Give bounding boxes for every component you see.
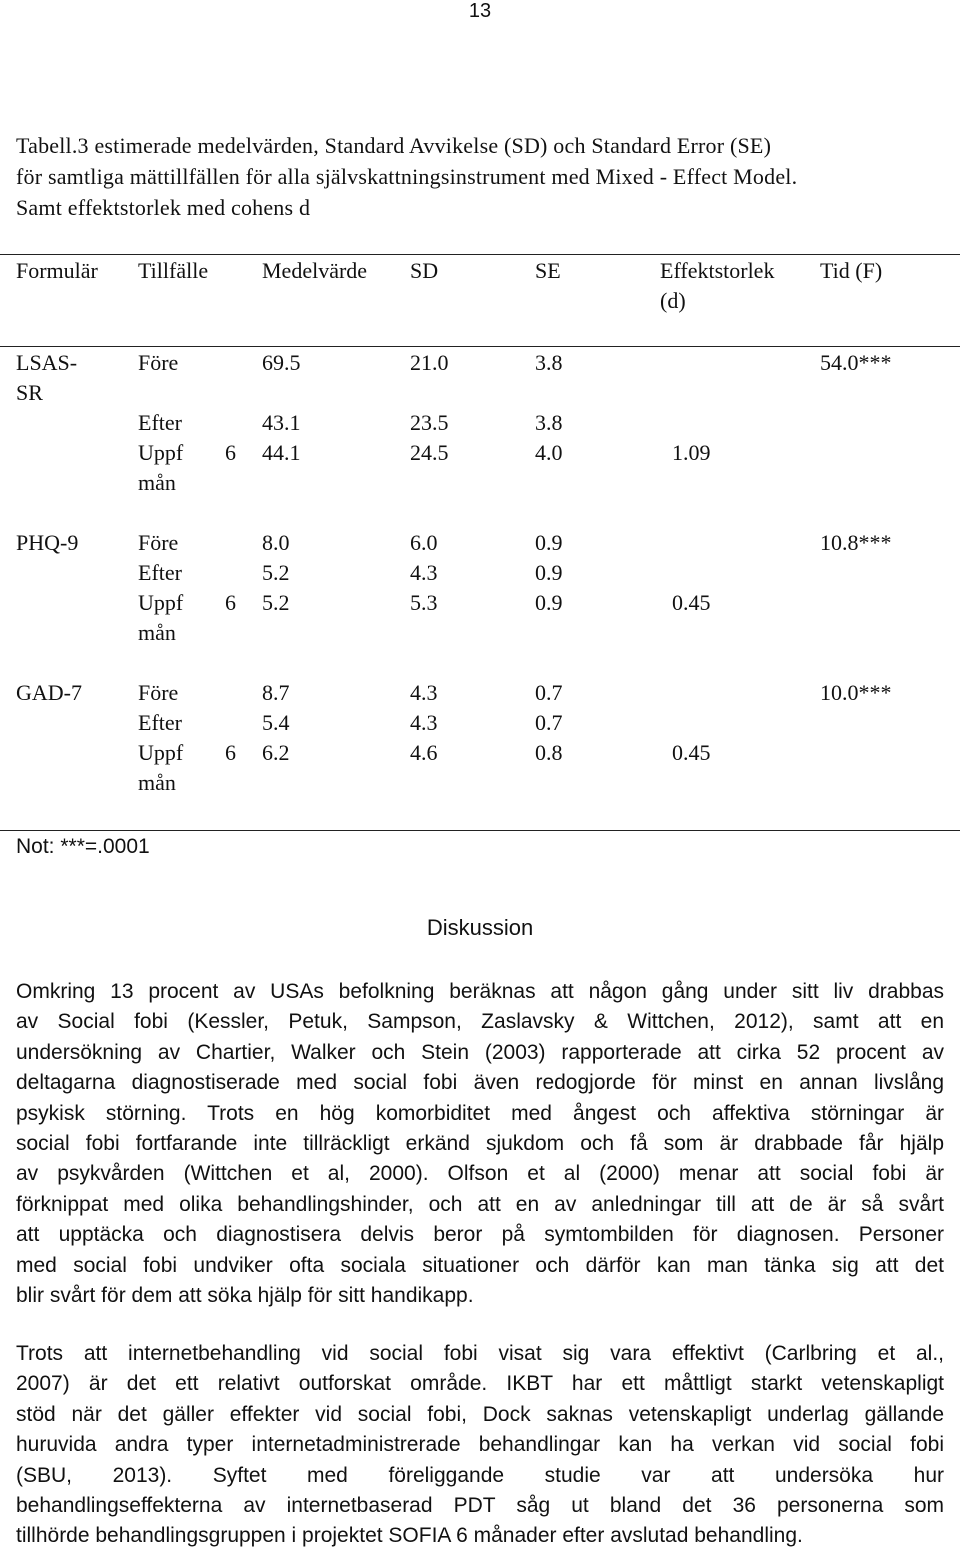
paragraph-line: 2007) är det ett relativt outforskat område. IKBT har ett måttligt starkt vetenskapligt [16, 1372, 944, 1396]
row-se: 3.8 [535, 350, 563, 375]
row-occasion: Efter [138, 710, 182, 735]
row-occasion: Uppf [138, 740, 184, 765]
row-se: 0.9 [535, 530, 563, 555]
row-mean: 8.0 [262, 530, 290, 555]
table-top-rule [0, 254, 960, 255]
paragraph-line: undersökning av Chartier, Walker och Stein (2003) rapporterade att cirka 52 procent av [16, 1040, 944, 1064]
paragraph-line: blir svårt för dem att söka hjälp för sitt handikapp. [16, 1283, 474, 1307]
row-occasion-months: 6 [225, 590, 236, 615]
header-se: SE [535, 258, 561, 283]
section-heading: Diskussion [426, 915, 534, 940]
row-occasion: Före [138, 350, 179, 375]
group-time-value: 10.0*** [820, 680, 892, 705]
row-sd: 4.3 [410, 710, 438, 735]
header-form: Formulär [16, 258, 98, 283]
row-occasion: Uppf [138, 440, 184, 465]
row-mean: 8.7 [262, 680, 290, 705]
header-sd: SD [410, 258, 439, 283]
group-form-label-cont: SR [16, 380, 43, 405]
row-mean: 69.5 [262, 350, 301, 375]
header-occasion: Tillfälle [138, 258, 209, 283]
row-mean: 5.4 [262, 710, 290, 735]
header-effect-unit: (d) [660, 288, 686, 313]
row-se: 0.8 [535, 740, 563, 765]
group-form-label: LSAS- [16, 350, 78, 375]
row-se: 3.8 [535, 410, 563, 435]
paragraph-line: Omkring 13 procent av USAs befolkning beräknas att någon gång under sitt liv drabbas [16, 980, 944, 1003]
group-time-value: 10.8*** [820, 530, 892, 555]
row-mean: 5.2 [262, 560, 290, 585]
paragraph-line: psykisk störning. Trots en hög komorbiditet med ångest och affektiva störningar är [16, 1101, 944, 1125]
row-occasion-cont: mån [138, 620, 176, 645]
row-se: 0.7 [535, 710, 563, 735]
paragraph-line: deltagarna diagnostiserade med social fobi även redogjorde för minst en annan livslång [16, 1071, 944, 1095]
table-note: Not: ***=.0001 [16, 835, 150, 858]
header-effect: Effektstorlek [660, 258, 775, 283]
paragraph-line: att upptäcka och diagnostisera delvis beror på symtombilden för diagnosen. Personer [16, 1223, 944, 1247]
row-se: 0.9 [535, 560, 563, 585]
row-se: 0.9 [535, 590, 563, 615]
row-sd: 4.3 [410, 680, 438, 705]
row-occasion-cont: mån [138, 470, 176, 495]
row-occasion: Före [138, 680, 179, 705]
row-occasion: Efter [138, 560, 182, 585]
table-caption-line-3: Samt effektstorlek med cohens d [16, 195, 311, 220]
paragraph-line: social fobi fortfarande inte tillräckligt erkänd sjukdom och få som är drabbade får hjälp [16, 1131, 944, 1155]
row-sd: 6.0 [410, 530, 438, 555]
table-header-rule [0, 346, 960, 347]
table-bottom-rule [0, 830, 960, 831]
row-occasion: Före [138, 530, 179, 555]
paragraph-line: huruvida andra typer internetadministrerade behandlingar kan ha verkan vid social fobi [16, 1433, 944, 1457]
table-caption-line-1: Tabell.3 estimerade medelvärden, Standard Avvikelse (SD) och Standard Error (SE) [16, 133, 772, 158]
group-time-value: 54.0*** [820, 350, 892, 375]
paragraph-line: (SBU, 2013). Syftet med föreliggande studie var att undersöka hur [16, 1463, 944, 1487]
paragraph-line: stöd när det gäller effekter vid social fobi, Dock saknas vetenskapligt underlag gällande [16, 1402, 944, 1426]
paragraph-line: av psykvården (Wittchen et al, 2000). Olfson et al (2000) menar att social fobi är [16, 1162, 944, 1186]
row-sd: 4.6 [410, 740, 438, 765]
discussion-paragraph-2 [16, 1339, 944, 1552]
paragraph-line: av Social fobi (Kessler, Petuk, Sampson, Zaslavsky & Wittchen, 2012), samt att en [16, 1010, 944, 1034]
row-mean: 43.1 [262, 410, 301, 435]
row-occasion-months: 6 [225, 440, 236, 465]
row-sd: 23.5 [410, 410, 449, 435]
header-mean: Medelvärde [262, 258, 368, 283]
discussion-paragraph-1 [16, 977, 944, 1311]
row-mean: 6.2 [262, 740, 290, 765]
row-sd: 4.3 [410, 560, 438, 585]
paragraph-line: Trots att internetbehandling vid social fobi visat sig vara effektivt (Carlbring et al., [16, 1342, 944, 1365]
group-form-label: GAD-7 [16, 680, 82, 705]
row-occasion-cont: mån [138, 770, 176, 795]
paragraph-line: med social fobi undviker ofta sociala situationer och därför kan man tänka sig att det [16, 1253, 944, 1277]
row-sd: 21.0 [410, 350, 449, 375]
row-occasion-months: 6 [225, 740, 236, 765]
row-mean: 44.1 [262, 440, 301, 465]
paragraph-line: förknippat med olika behandlingshinder, och att en av anledningar till att de är så svårt [16, 1192, 944, 1216]
row-sd: 5.3 [410, 590, 438, 615]
table-caption-line-2: för samtliga mättillfällen för alla självskattningsinstrument med Mixed - Effect Model. [16, 164, 798, 189]
group-form-label: PHQ-9 [16, 530, 79, 555]
row-sd: 24.5 [410, 440, 449, 465]
row-effect-size: 0.45 [672, 590, 711, 615]
row-occasion: Efter [138, 410, 182, 435]
row-occasion: Uppf [138, 590, 184, 615]
row-effect-size: 0.45 [672, 740, 711, 765]
row-se: 4.0 [535, 440, 563, 465]
page-number: 13 [468, 0, 492, 22]
row-mean: 5.2 [262, 590, 290, 615]
row-se: 0.7 [535, 680, 563, 705]
paragraph-line: tillhörde behandlingsgruppen i projektet SOFIA 6 månader efter avslutad behandling. [16, 1524, 803, 1548]
row-effect-size: 1.09 [672, 440, 711, 465]
header-time: Tid (F) [820, 258, 883, 283]
paragraph-line: behandlingseffekterna av internetbaserad PDT såg ut bland det 36 personerna som [16, 1493, 944, 1517]
